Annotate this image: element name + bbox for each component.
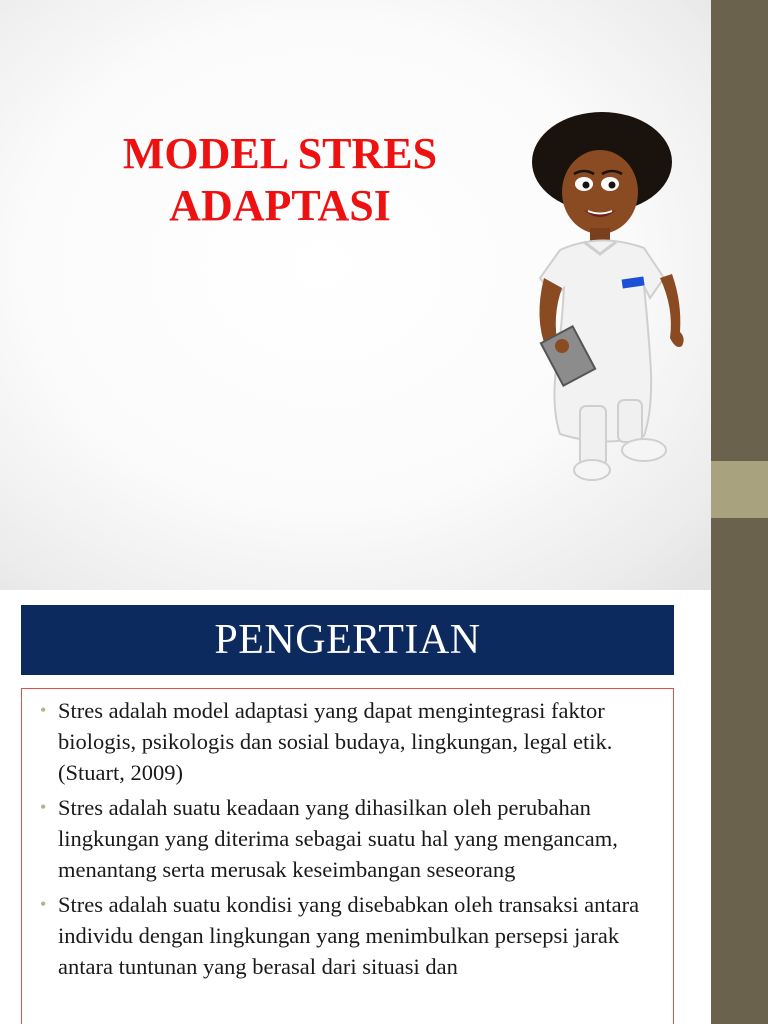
- bullet-text: Stres adalah model adaptasi yang dapat mengintegrasi faktor biologis, psikologis dan sosial budaya, lingkungan, legal etik. (Stuart, 2009): [58, 698, 613, 785]
- slide-title: [80, 128, 480, 232]
- bullet-text: Stres adalah suatu keadaan yang dihasilkan oleh perubahan lingkungan yang diterima sebagai suatu hal yang mengancam, menantang serta merusak keseimbangan seseorang: [58, 795, 618, 882]
- bullet-text: Stres adalah suatu kondisi yang disebabkan oleh transaksi antara individu dengan lingkungan yang menimbulkan persepsi jarak antara tuntunan yang berasal dari situasi dan: [58, 892, 640, 979]
- title-line-2: ADAPTASI: [169, 181, 391, 230]
- sidebar-band: [711, 590, 768, 1024]
- section-header-text: PENGERTIAN: [214, 617, 481, 663]
- bullet-icon: •: [40, 700, 47, 720]
- section-header: [21, 605, 674, 675]
- title-line-1: MODEL STRES: [122, 129, 438, 178]
- nurse-illustration: [522, 110, 690, 490]
- sidebar-accent-block: [711, 461, 768, 518]
- list-item: [40, 889, 665, 982]
- list-item: [40, 695, 665, 788]
- content-box: [21, 688, 674, 1024]
- definition-slide: [0, 590, 768, 1024]
- list-item: [40, 792, 665, 885]
- bullet-icon: •: [40, 797, 47, 817]
- bullet-list: [22, 689, 673, 982]
- bullet-icon: •: [40, 894, 47, 914]
